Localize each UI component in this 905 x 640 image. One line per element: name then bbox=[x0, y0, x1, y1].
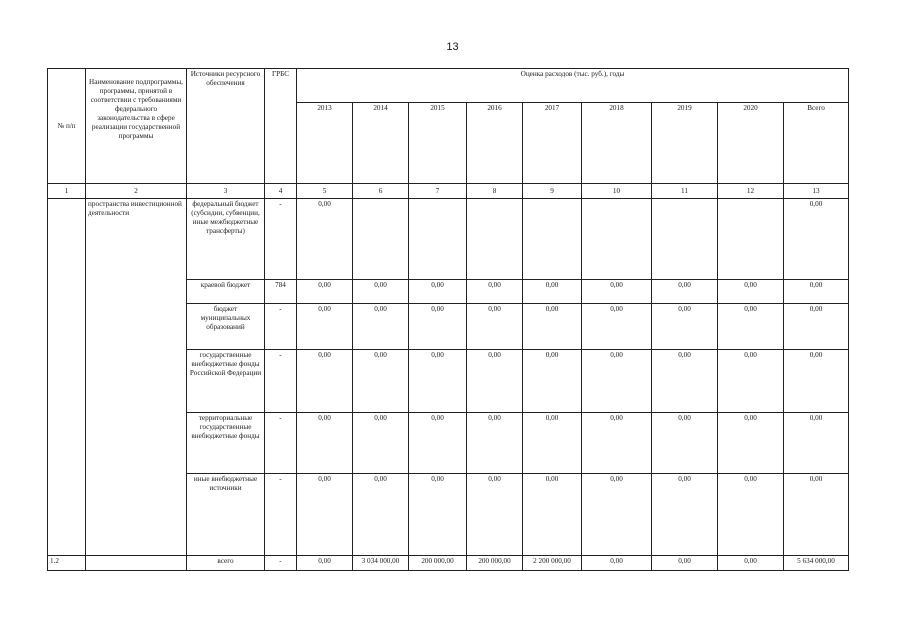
index-row bbox=[48, 184, 849, 199]
value-cell: 0,00 bbox=[652, 413, 718, 474]
header-name: Наименование подпрограммы, программы, принятой в соответствии с требованиями федерального законодательства в сфере реализации государственной программы bbox=[86, 69, 187, 184]
table-row-total bbox=[48, 556, 849, 571]
source-cell: государственные внебюджетные фонды Российской Федерации bbox=[187, 350, 265, 413]
value-cell: 0,00 bbox=[523, 350, 582, 413]
value-cell: 0,00 bbox=[467, 350, 523, 413]
program-name-cell bbox=[86, 556, 187, 571]
header-year: 2017 bbox=[523, 102, 582, 183]
value-cell: 0,00 bbox=[467, 280, 523, 304]
source-cell: территориальные государственные внебюджетные фонды bbox=[187, 413, 265, 474]
program-name-cell: пространства инвестиционной деятельности bbox=[86, 199, 187, 556]
header-total: Всего bbox=[784, 102, 849, 183]
value-cell bbox=[652, 199, 718, 280]
grbs-cell: - bbox=[265, 304, 297, 350]
value-cell bbox=[582, 199, 652, 280]
value-cell bbox=[718, 199, 784, 280]
value-cell: 0,00 bbox=[718, 304, 784, 350]
value-cell bbox=[409, 199, 467, 280]
header-year: 2016 bbox=[467, 102, 523, 183]
value-cell: 0,00 bbox=[467, 413, 523, 474]
header-year: 2019 bbox=[652, 102, 718, 183]
value-cell: 0,00 bbox=[652, 556, 718, 571]
index-cell: 6 bbox=[353, 184, 409, 199]
value-cell: 0,00 bbox=[297, 199, 353, 280]
value-cell: 0,00 bbox=[353, 413, 409, 474]
value-cell: 0,00 bbox=[297, 304, 353, 350]
value-cell: 0,00 bbox=[652, 350, 718, 413]
value-cell: 0,00 bbox=[582, 280, 652, 304]
value-cell: 200 000,00 bbox=[409, 556, 467, 571]
grbs-cell: - bbox=[265, 474, 297, 556]
index-cell: 12 bbox=[718, 184, 784, 199]
index-cell: 13 bbox=[784, 184, 849, 199]
value-cell: 5 634 000,00 bbox=[784, 556, 849, 571]
value-cell: 0,00 bbox=[582, 413, 652, 474]
value-cell: 0,00 bbox=[353, 304, 409, 350]
index-cell: 4 bbox=[265, 184, 297, 199]
value-cell: 0,00 bbox=[718, 556, 784, 571]
value-cell: 0,00 bbox=[784, 304, 849, 350]
value-cell: 0,00 bbox=[784, 199, 849, 280]
value-cell: 0,00 bbox=[652, 304, 718, 350]
value-cell: 200 000,00 bbox=[467, 556, 523, 571]
value-cell: 0,00 bbox=[467, 474, 523, 556]
value-cell: 0,00 bbox=[718, 350, 784, 413]
value-cell: 0,00 bbox=[409, 413, 467, 474]
header-source: Источники ресурсного обеспечения bbox=[187, 69, 265, 184]
header-year: 2018 bbox=[582, 102, 652, 183]
value-cell: 0,00 bbox=[409, 474, 467, 556]
value-cell: 0,00 bbox=[523, 280, 582, 304]
value-cell: 0,00 bbox=[523, 304, 582, 350]
grbs-cell: - bbox=[265, 556, 297, 571]
grbs-cell: 784 bbox=[265, 280, 297, 304]
index-cell: 3 bbox=[187, 184, 265, 199]
value-cell: 0,00 bbox=[718, 280, 784, 304]
value-cell: 0,00 bbox=[353, 350, 409, 413]
value-cell: 0,00 bbox=[718, 474, 784, 556]
index-cell: 10 bbox=[582, 184, 652, 199]
value-cell: 2 200 000,00 bbox=[523, 556, 582, 571]
value-cell: 0,00 bbox=[784, 350, 849, 413]
expenditure-table bbox=[47, 68, 849, 571]
index-cell: 2 bbox=[86, 184, 187, 199]
value-cell: 0,00 bbox=[523, 413, 582, 474]
value-cell: 0,00 bbox=[582, 474, 652, 556]
index-cell: 9 bbox=[523, 184, 582, 199]
value-cell: 0,00 bbox=[297, 413, 353, 474]
header-year: 2013 bbox=[297, 102, 353, 183]
value-cell bbox=[353, 199, 409, 280]
source-cell: иные внебюджетные источники bbox=[187, 474, 265, 556]
index-cell: 1 bbox=[48, 184, 86, 199]
value-cell: 0,00 bbox=[353, 280, 409, 304]
value-cell: 0,00 bbox=[652, 280, 718, 304]
value-cell: 0,00 bbox=[297, 280, 353, 304]
value-cell: 0,00 bbox=[297, 350, 353, 413]
header-year: 2014 bbox=[353, 102, 409, 183]
grbs-cell: - bbox=[265, 350, 297, 413]
row-num-cell: 1.2 bbox=[48, 556, 86, 571]
source-cell: бюджет муниципальных образований bbox=[187, 304, 265, 350]
source-cell: краевой бюджет bbox=[187, 280, 265, 304]
value-cell: 0,00 bbox=[784, 474, 849, 556]
value-cell: 0,00 bbox=[353, 474, 409, 556]
index-cell: 11 bbox=[652, 184, 718, 199]
value-cell: 0,00 bbox=[582, 304, 652, 350]
grbs-cell: - bbox=[265, 199, 297, 280]
value-cell bbox=[467, 199, 523, 280]
header-num: № п/п bbox=[48, 69, 86, 184]
table-row bbox=[48, 199, 849, 280]
value-cell: 0,00 bbox=[467, 304, 523, 350]
value-cell: 0,00 bbox=[409, 280, 467, 304]
source-cell: федеральный бюджет (субсидии, субвенции, иные межбюджетные трансферты) bbox=[187, 199, 265, 280]
value-cell: 0,00 bbox=[297, 556, 353, 571]
value-cell bbox=[523, 199, 582, 280]
value-cell: 0,00 bbox=[582, 556, 652, 571]
row-num-cell bbox=[48, 199, 86, 556]
header-estimate: Оценка расходов (тыс. руб.), годы bbox=[297, 69, 849, 103]
value-cell: 0,00 bbox=[523, 474, 582, 556]
grbs-cell: - bbox=[265, 413, 297, 474]
value-cell: 0,00 bbox=[582, 350, 652, 413]
value-cell: 3 034 000,00 bbox=[353, 556, 409, 571]
value-cell: 0,00 bbox=[718, 413, 784, 474]
header-year: 2020 bbox=[718, 102, 784, 183]
index-cell: 8 bbox=[467, 184, 523, 199]
value-cell: 0,00 bbox=[297, 474, 353, 556]
value-cell: 0,00 bbox=[409, 350, 467, 413]
page-number: 13 bbox=[446, 41, 459, 53]
index-cell: 7 bbox=[409, 184, 467, 199]
value-cell: 0,00 bbox=[784, 413, 849, 474]
value-cell: 0,00 bbox=[652, 474, 718, 556]
header-grbs: ГРБС bbox=[265, 69, 297, 184]
value-cell: 0,00 bbox=[784, 280, 849, 304]
value-cell: 0,00 bbox=[409, 304, 467, 350]
header-year: 2015 bbox=[409, 102, 467, 183]
index-cell: 5 bbox=[297, 184, 353, 199]
source-cell: всего bbox=[187, 556, 265, 571]
